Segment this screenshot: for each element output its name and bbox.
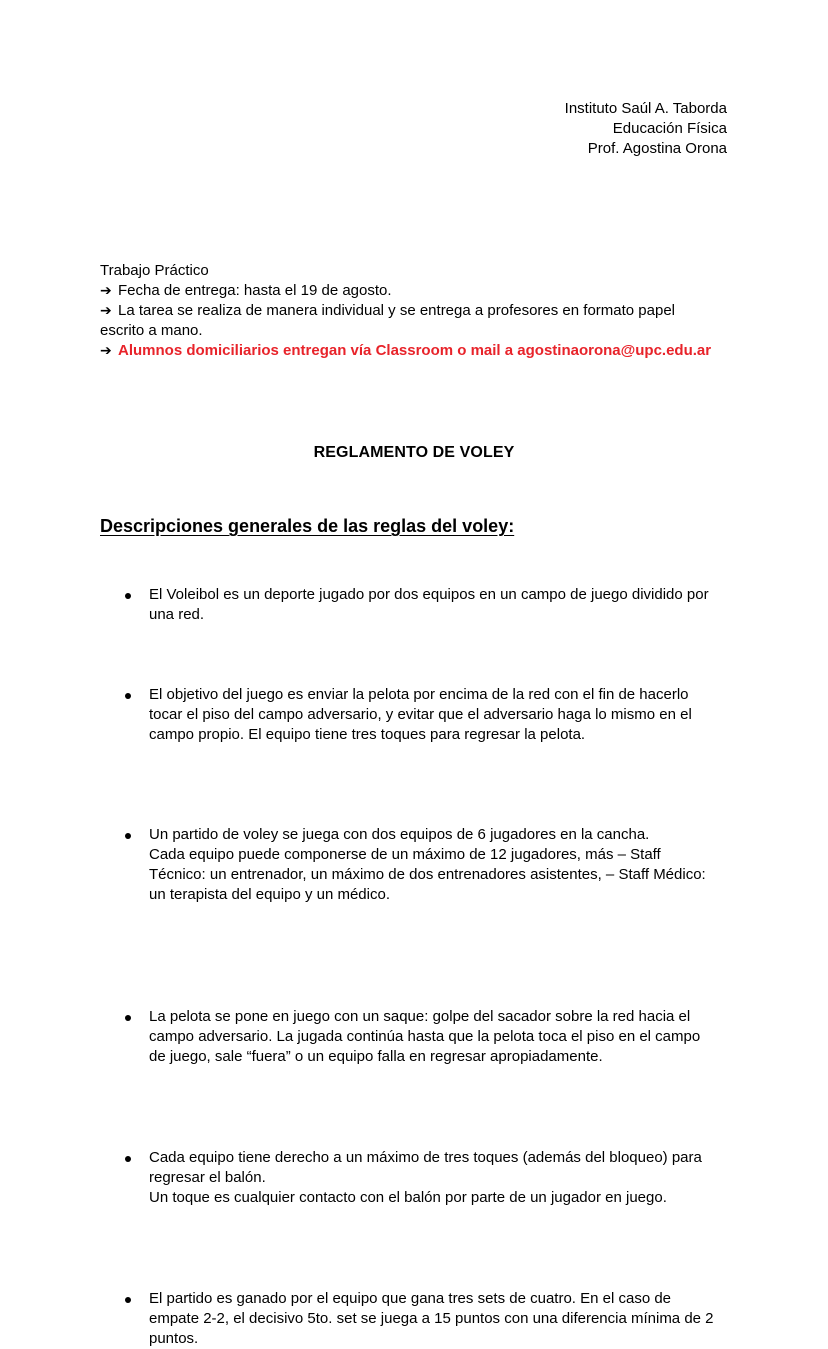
rules-list (122, 585, 722, 1347)
institution-name: Instituto Saúl A. Taborda (564, 100, 727, 117)
bullet-icon (125, 833, 131, 839)
rule-text-line: campo adversario. La jugada continúa hasta que la pelota toca el piso en el campo (149, 1028, 701, 1045)
document-title: REGLAMENTO DE VOLEY (313, 444, 515, 461)
bullet-icon (125, 593, 131, 599)
bullet-icon (125, 693, 131, 699)
list-item (122, 1289, 722, 1349)
delivery-date-item (100, 281, 740, 301)
bullet-icon (125, 1015, 131, 1021)
list-item (122, 1007, 722, 1067)
rule-text-line: Cada equipo tiene derecho a un máximo de tres toques (además del bloqueo) para (149, 1149, 702, 1166)
delivery-mode-continuation: escrito a mano. (100, 322, 203, 339)
rule-text-line: regresar el balón. (149, 1169, 266, 1186)
home-students-notice (100, 341, 740, 361)
list-item (122, 1148, 722, 1208)
rule-text-line: de juego, sale “fuera” o un equipo falla en regresar apropiadamente. (149, 1048, 603, 1065)
rule-text-line: Un partido de voley se juega con dos equipos de 6 jugadores en la cancha. (149, 826, 650, 843)
rule-text-line: Cada equipo puede componerse de un máximo de 12 jugadores, más – Staff (149, 846, 661, 863)
rule-text-line: El partido es ganado por el equipo que gana tres sets de cuatro. En el caso de (149, 1290, 672, 1307)
section-heading: Descripciones generales de las reglas del voley: (100, 516, 515, 536)
arrow-icon: ➔ (100, 283, 112, 299)
bullet-icon (125, 1156, 131, 1162)
rule-text-line: Un toque es cualquier contacto con el balón por parte de un jugador en juego. (149, 1189, 667, 1206)
rule-text-line: tocar el piso del campo adversario, y evitar que el adversario haga lo mismo en el (149, 706, 692, 723)
rule-text-line: campo propio. El equipo tiene tres toques para regresar la pelota. (149, 726, 586, 743)
delivery-mode-item (100, 301, 740, 321)
rule-text-line: La pelota se pone en juego con un saque: golpe del sacador sobre la red hacia el (149, 1008, 691, 1025)
bullet-icon (125, 1297, 131, 1303)
delivery-mode-text: La tarea se realiza de manera individual y se entrega a profesores en formato papel (118, 302, 675, 319)
rule-text-line: empate 2-2, el decisivo 5to. set se juega a 15 puntos con una diferencia mínima de 2 (149, 1310, 714, 1327)
assignment-info (100, 261, 740, 361)
rule-text-line: puntos. (149, 1330, 199, 1347)
rule-text-line: Técnico: un entrenador, un máximo de dos entrenadores asistentes, – Staff Médico: (149, 866, 706, 883)
delivery-date-text: Fecha de entrega: hasta el 19 de agosto. (118, 282, 392, 299)
home-students-notice-text: Alumnos domiciliarios entregan vía Classroom o mail a agostinaorona@upc.edu.ar (118, 342, 712, 359)
rule-text-line: una red. (149, 606, 205, 623)
document-header (565, 99, 727, 159)
rule-text-line: un terapista del equipo y un médico. (149, 886, 390, 903)
rule-text-line: El Voleibol es un deporte jugado por dos equipos en un campo de juego dividido por (149, 586, 709, 603)
assignment-title: Trabajo Práctico (100, 262, 209, 279)
list-item (122, 685, 722, 745)
rule-text-line: El objetivo del juego es enviar la pelota por encima de la red con el fin de hacerlo (149, 686, 689, 703)
teacher-name: Prof. Agostina Orona (587, 140, 727, 157)
list-item (122, 585, 722, 625)
list-item (122, 825, 722, 905)
subject-name: Educación Física (612, 120, 727, 137)
arrow-icon: ➔ (100, 303, 112, 319)
arrow-icon: ➔ (100, 343, 112, 359)
